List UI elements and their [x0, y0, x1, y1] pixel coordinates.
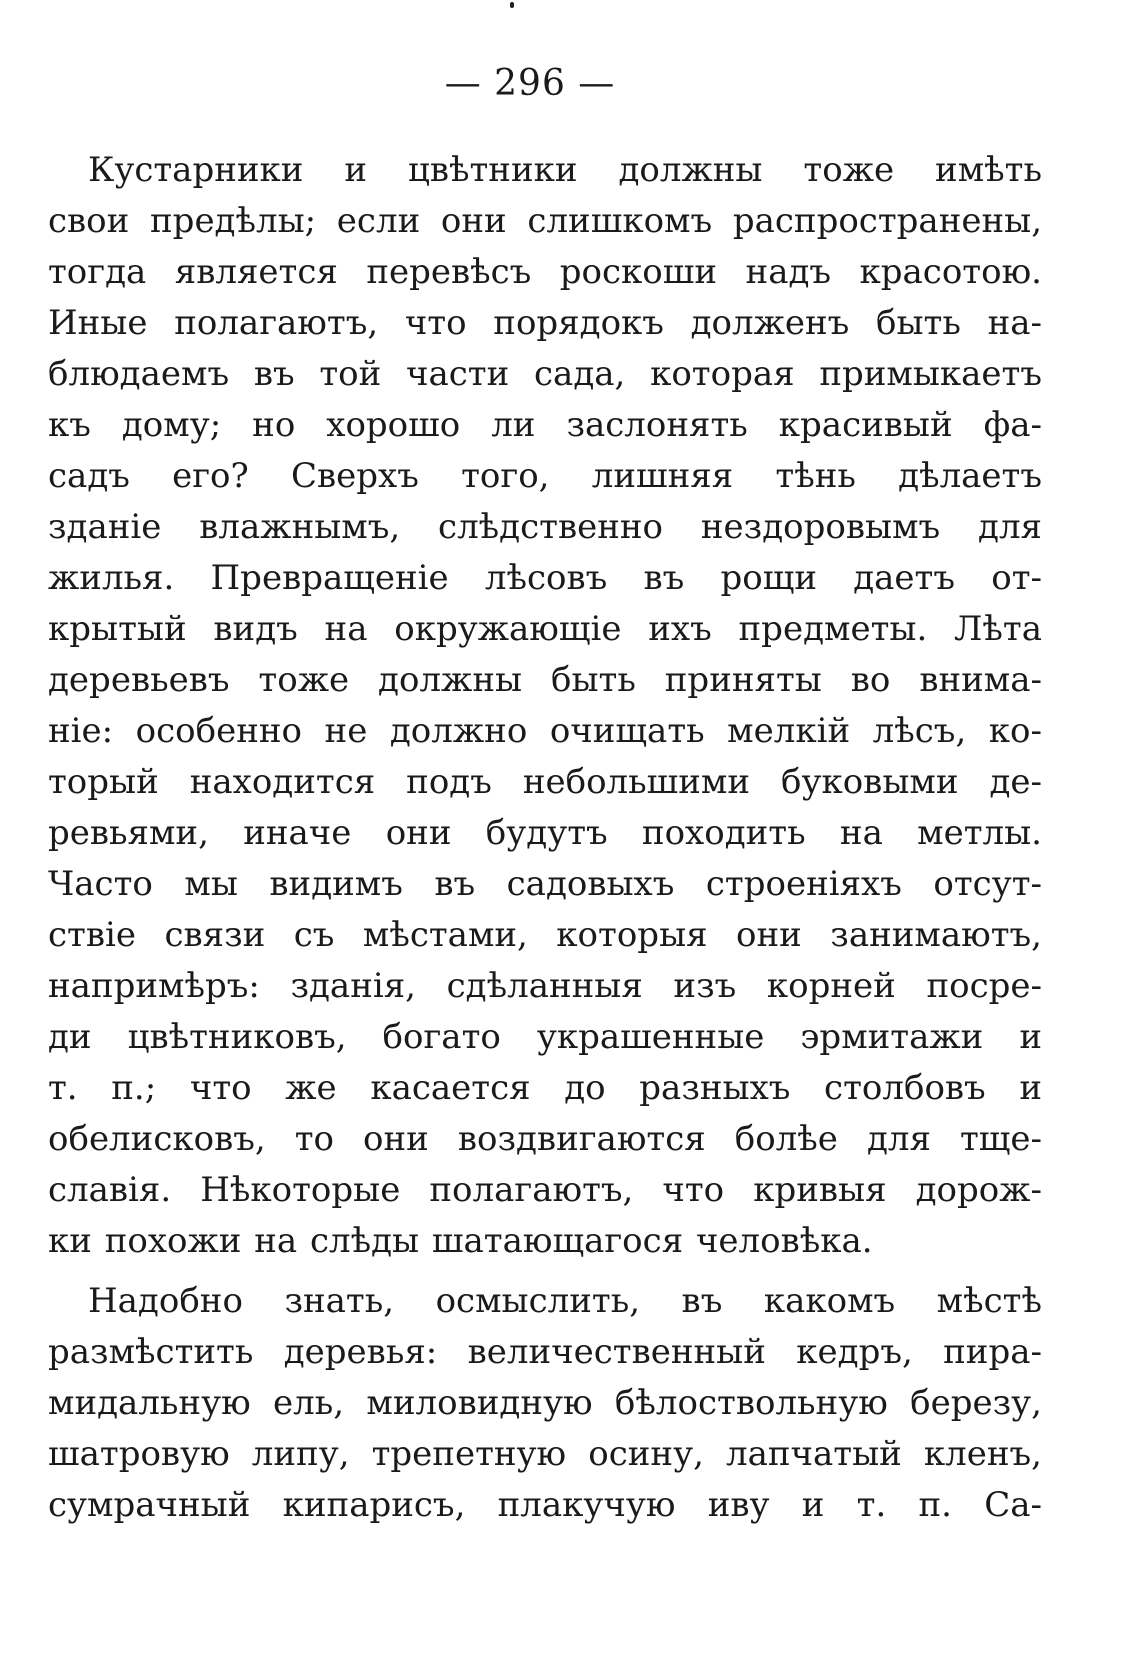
text-line: Часто мы видимъ въ садовыхъ строеніяхъ отсут-	[48, 864, 1042, 904]
text-line: деревьевъ тоже должны быть приняты во внима-	[48, 660, 1042, 700]
print-speck	[510, 2, 514, 8]
text-line: ніе: особенно не должно очищать мелкій лѣсъ, ко-	[48, 711, 1042, 751]
text-line: ревьями, иначе они будутъ походить на метлы.	[48, 813, 1042, 853]
text-line: т. п.; что же касается до разныхъ столбовъ и	[48, 1068, 1042, 1108]
text-line: къ дому; но хорошо ли заслонять красивый фа-	[48, 405, 1042, 445]
text-line: торый находится подъ небольшими буковыми де-	[48, 762, 1042, 802]
text-line: Иные полагаютъ, что порядокъ долженъ быть на-	[48, 303, 1042, 343]
text-line: сумрачный кипарисъ, плакучую иву и т. п. Са-	[48, 1485, 1042, 1525]
text-line: обелисковъ, то они воздвигаются болѣе для тще-	[48, 1119, 1042, 1159]
text-line: зданіе влажнымъ, слѣдственно нездоровымъ для	[48, 507, 1042, 547]
text-line: садъ его? Сверхъ того, лишняя тѣнь дѣлаетъ	[48, 456, 1042, 496]
text-line: блюдаемъ въ той части сада, которая примыкаетъ	[48, 354, 1042, 394]
text-line: шатровую липу, трепетную осину, лапчатый кленъ,	[48, 1434, 1042, 1474]
text-line: крытый видъ на окружающіе ихъ предметы. Лѣта	[48, 609, 1042, 649]
text-line: ки похожи на слѣды шатающагося человѣка.	[48, 1221, 873, 1261]
text-line: тогда является перевѣсъ роскоши надъ красотою.	[48, 252, 1042, 292]
text-line: размѣстить деревья: величественный кедръ, пира-	[48, 1332, 1042, 1372]
text-line: ди цвѣтниковъ, богато украшенные эрмитажи и	[48, 1017, 1042, 1057]
text-line: напримѣръ: зданія, сдѣланныя изъ корней посре-	[48, 966, 1042, 1006]
page-number: — 296 —	[444, 63, 616, 104]
text-line: Кустарники и цвѣтники должны тоже имѣть	[88, 150, 1042, 190]
text-line: славія. Нѣкоторые полагаютъ, что кривыя дорож-	[48, 1170, 1042, 1210]
text-line: ствіе связи съ мѣстами, которыя они занимаютъ,	[48, 915, 1042, 955]
text-line: свои предѣлы; если они слишкомъ распространены,	[48, 201, 1042, 241]
text-line: жилья. Превращеніе лѣсовъ въ рощи даетъ от-	[48, 558, 1042, 598]
text-line: Надобно знать, осмыслить, въ какомъ мѣстѣ	[88, 1281, 1042, 1321]
text-line: мидальную ель, миловидную бѣлоствольную березу,	[48, 1383, 1042, 1423]
